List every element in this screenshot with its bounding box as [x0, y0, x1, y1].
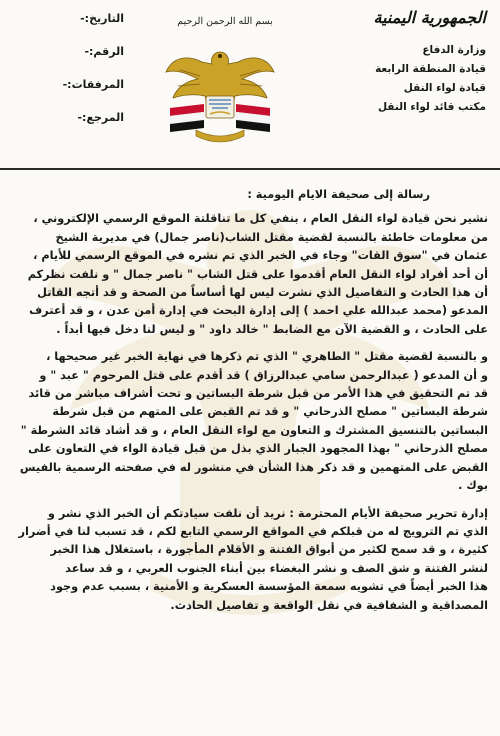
- header-divider: [0, 168, 500, 170]
- text-line: و بالنسبة لقضية مقتل " الطاهري " الذي تم ذكرها في نهاية الخبر غير صحيحها ،: [46, 350, 488, 364]
- text-line: المصداقية و الشفافية في نقل الواقعة و تفاصيل الحادث.: [170, 598, 488, 612]
- issuer-line: قيادة لواء النقل: [403, 82, 486, 94]
- number-field: الرقم:-: [84, 45, 124, 58]
- text-line: إدارة تحرير صحيفة الأيام المحترمة : نريد أن نلفت سيادتكم أن الخبر الذي نشر و: [47, 506, 488, 520]
- text-line: من معلومات خاطئة بالنسبة لقضية مقتل الشاب(ناصر جمال) في مديرية الشيخ: [55, 230, 488, 244]
- attachments-field: المرفقات:-: [62, 78, 124, 91]
- date-field: التاريخ:-: [80, 12, 124, 25]
- paragraph-3: [12, 505, 488, 615]
- issuer-line: مكتب قائد لواء النقل: [377, 101, 486, 113]
- republic-title: الجمهورية اليمنية: [373, 8, 486, 27]
- text-line: بوك .: [458, 479, 488, 493]
- salutation: رسالة إلى صحيفة الايام اليومية :: [247, 188, 430, 201]
- reference-field: المرجع:-: [77, 111, 124, 124]
- issuer-line: وزارة الدفاع: [422, 44, 486, 56]
- text-line: لنشر الفتنة و شق الصف و نشر البغضاء بين أبناء الجنوب العربي ، و قد ساعد: [65, 561, 488, 575]
- issuer-block: [336, 8, 486, 117]
- letter-body: [12, 176, 488, 615]
- text-line: البساتين بالتنسيق المشترك و التعاون مع لواء النقل العام ، و قد أشاد قائد الشرطة ": [20, 423, 488, 437]
- text-line: و أن المدعو ( عبدالرحمن سامي عبدالرزاق ) قد أقدم على قتل المرحوم " عبد " و: [39, 368, 488, 382]
- text-line: قد تم التحقيق في هذا الأمر من قبل شرطة البساتين و تحت أشراف مباشر من قائد: [28, 387, 488, 401]
- text-line: أن هذا الحادث و التفاصيل الذي نشرت ليس لها أساساً من الصحة و قد أتجه القاتل: [37, 286, 488, 300]
- text-line: كثيرة ، و قد سمح لكثير من أبواق الفتنة و الأقلام المأجورة ، باستغلال هذا الخبر: [50, 543, 488, 557]
- text-line: أن أحد أفراد لواء النقل العام أقدموا على قتل الشاب " ناصر جمال " و نلفت نظركم: [27, 267, 488, 281]
- issuer-line: قيادة المنطقة الرابعة: [375, 63, 486, 75]
- text-line: شرطة البساتين " مصلح الذرحاني " و قد تم القبض على المتهم من قبل شرطة: [52, 405, 488, 419]
- text-line: الذي تم الترويج له من قبلكم في المواقع الرسمي التابع لكم ، قد تسبب لنا في أضرار: [18, 524, 488, 538]
- yemen-eagle-emblem-icon: [160, 34, 280, 146]
- text-line: عثمان في "سوق القات" وجاء في الخبر الذي تم نشره في الموقع الرسمي للأيام ،: [33, 249, 488, 263]
- reference-fields: [14, 12, 124, 144]
- letterhead: [0, 0, 500, 168]
- text-line: المدعو (محمد عبدالله علي احمد ) إلى إدارة البحث في إدارة أمن عدن ، و قد أعترف: [29, 304, 488, 318]
- paragraph-2: [12, 348, 488, 495]
- text-line: نشير نحن قيادة لواء النقل العام ، بنفي كل ما تناقلتة الموقع الرسمي الإلكتروني ،: [33, 212, 488, 226]
- text-line: القبض على المتهمين و قد ذكر هذا الشأن في منشور له في صفحته الرسمية بالفيس: [19, 460, 488, 474]
- text-line: على الحادث ، و القضية الآن مع الضابط " خالد داود " و ليس لنا دخل فيها أبداً .: [56, 322, 488, 336]
- text-line: هذا الخبر أيضاً في تشويه سمعة المؤسسة العسكرية و الأمنية ، بسبب عدم وجود: [50, 580, 488, 594]
- basmala: بسم الله الرحمن الرحيم: [177, 16, 273, 27]
- paragraph-1: [12, 210, 488, 339]
- text-line: مصلح الذرحاني " بهذا المجهود الجبار الذي بذل من قبل قيادة الواء في التعاون على: [28, 442, 488, 456]
